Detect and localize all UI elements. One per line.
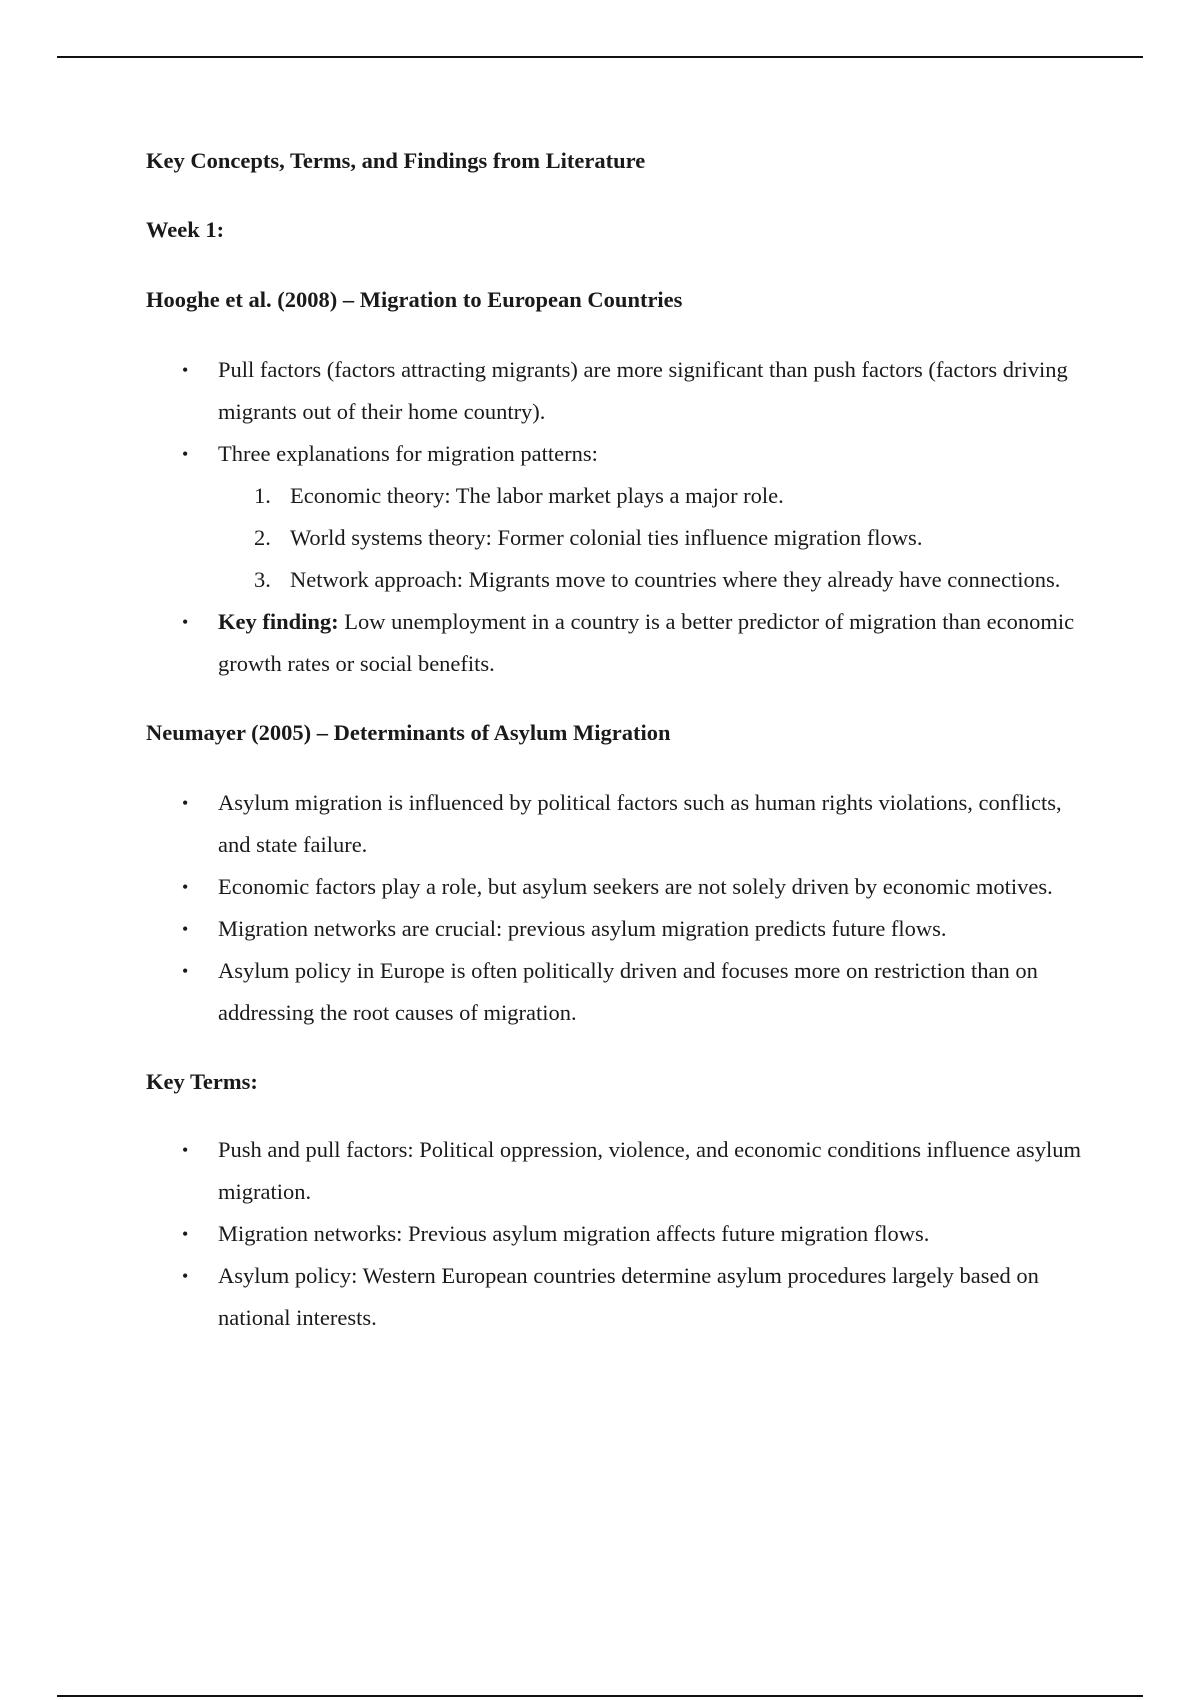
bullet-icon: • (182, 444, 189, 464)
bullet-icon: • (182, 612, 189, 632)
list-item (146, 1255, 1086, 1339)
week-heading: Week 1: (146, 217, 225, 242)
bullet-icon: • (182, 793, 189, 813)
bullet-icon: • (182, 360, 189, 380)
list-item-text: Migration networks: Previous asylum migration affects future migration flows. (218, 1221, 930, 1246)
numbered-item-text: Network approach: Migrants move to countries where they already have connections. (290, 567, 1061, 592)
list-item (146, 433, 1086, 601)
item-number: 2. (254, 525, 271, 550)
bullet-icon: • (182, 1266, 189, 1286)
list-item-text: Asylum policy: Western European countries determine asylum procedures largely based on national interests. (218, 1263, 1039, 1330)
numbered-item-text: Economic theory: The labor market plays a major role. (290, 483, 784, 508)
list-item (146, 950, 1086, 1034)
list-item-text: Three explanations for migration patterns: (218, 441, 598, 466)
item-number: 3. (254, 567, 271, 592)
section-heading-hooghe: Hooghe et al. (2008) – Migration to European Countries (146, 287, 683, 312)
bullet-list-hooghe (146, 349, 1086, 685)
bullet-icon: • (182, 961, 189, 981)
list-item-text: Pull factors (factors attracting migrants) are more significant than push factors (factors driving migrants out of their home country). (218, 357, 1068, 424)
list-item-text: Asylum migration is influenced by political factors such as human rights violations, conflicts, and state failure. (218, 790, 1062, 857)
list-item (146, 349, 1086, 433)
page-bottom-rule (57, 1695, 1143, 1697)
bullet-icon: • (182, 877, 189, 897)
list-item-text: Low unemployment in a country is a better predictor of migration than economic growth rates or social benefits. (218, 609, 1075, 676)
bullet-icon: • (182, 919, 189, 939)
numbered-item (218, 559, 1086, 601)
numbered-item (218, 475, 1086, 517)
numbered-item-text: World systems theory: Former colonial ties influence migration flows. (290, 525, 923, 550)
bullet-list-neumayer (146, 782, 1086, 1034)
numbered-list-explanations (218, 475, 1086, 601)
bullet-list-key-terms (146, 1129, 1086, 1339)
document-title: Key Concepts, Terms, and Findings from Literature (146, 148, 646, 173)
list-item (146, 601, 1086, 685)
list-item-text: Economic factors play a role, but asylum seekers are not solely driven by economic motives. (218, 874, 1053, 899)
page-top-rule (57, 56, 1143, 58)
bullet-icon: • (182, 1224, 189, 1244)
list-item (146, 866, 1086, 908)
list-item-text: Asylum policy in Europe is often politically driven and focuses more on restriction than on addressing the root causes of migration. (218, 958, 1038, 1025)
list-item-text: Migration networks are crucial: previous asylum migration predicts future flows. (218, 916, 947, 941)
bullet-icon: • (182, 1140, 189, 1160)
list-item (146, 782, 1086, 866)
numbered-item (218, 517, 1086, 559)
list-item (146, 1129, 1086, 1213)
key-terms-heading: Key Terms: (146, 1069, 258, 1094)
document-body (146, 140, 1086, 1366)
key-finding-label: Key finding: (218, 609, 339, 634)
item-number: 1. (254, 483, 271, 508)
list-item (146, 908, 1086, 950)
list-item (146, 1213, 1086, 1255)
section-heading-neumayer: Neumayer (2005) – Determinants of Asylum Migration (146, 720, 671, 745)
list-item-text: Push and pull factors: Political oppression, violence, and economic conditions influence asylum migration. (218, 1137, 1081, 1204)
